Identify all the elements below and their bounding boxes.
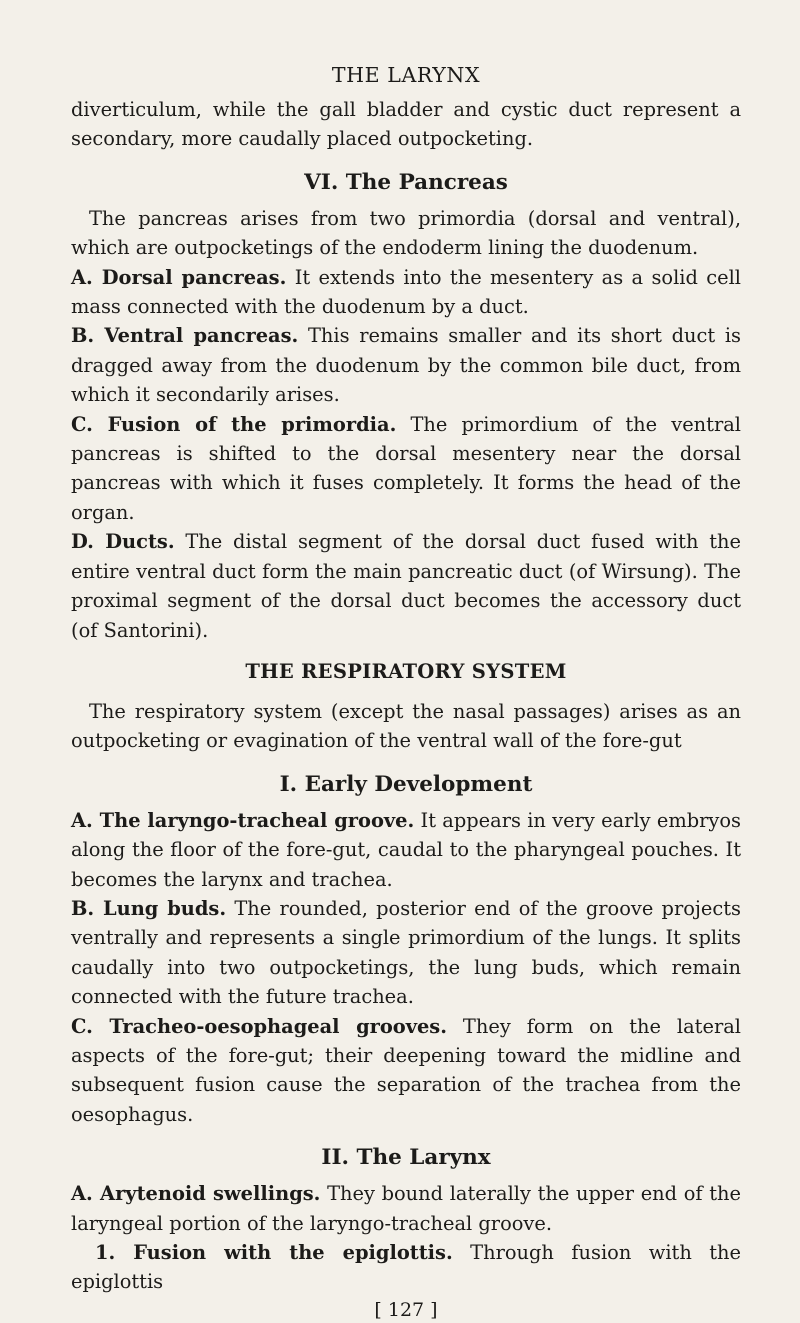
pancreas-intro: The pancreas arises from two primordia (dorsal and ventral), which are outpocketings of the endoderm lining the duodenum.: [71, 206, 741, 260]
larynx-item-a-lead: A. Arytenoid swellings.: [71, 1182, 321, 1206]
pancreas-item-d-text: The distal segment of the dorsal duct fused with the entire ventral duct form the main pancreatic duct (of Wirsung). The proximal segment of the dorsal duct becomes the accessory duct (of Santorini).: [71, 530, 741, 642]
page-number: [ 127 ]: [374, 1298, 438, 1321]
larynx-item-1-text: Through fusion with the epiglottis: [71, 1241, 741, 1294]
pancreas-heading: VI. The Pancreas: [304, 169, 508, 195]
pancreas-item-a-lead: A. Dorsal pancreas.: [71, 265, 287, 289]
larynx-item-a-text: They bound laterally the upper end of the laryngeal portion of the laryngo-tracheal groove.: [71, 1182, 741, 1235]
intro-paragraph: diverticulum, while the gall bladder and cystic duct represent a secondary, more caudally placed outpocketing.: [71, 98, 741, 151]
early-development-item-b: [71, 894, 741, 1012]
early-development-item-c-lead: C. Tracheo-oesophageal grooves.: [71, 1014, 447, 1038]
larynx-item-1-lead: 1. Fusion with the epiglottis.: [95, 1241, 453, 1264]
early-development-heading: I. Early Development: [279, 771, 533, 797]
early-development-item-a: [71, 806, 741, 894]
early-development-item-a-text: It appears in very early embryos along the floor of the fore-gut, caudal to the pharyngeal pouches. It becomes the larynx and trachea.: [71, 808, 741, 891]
pancreas-item-a: [71, 263, 741, 322]
larynx-item-a: [71, 1179, 741, 1238]
early-development-item-a-lead: A. The laryngo-tracheal groove.: [71, 808, 415, 832]
running-head: THE LARYNX: [331, 63, 481, 87]
book-page: [71, 62, 741, 1323]
pancreas-item-b: [71, 321, 741, 409]
larynx-item-1: [71, 1238, 741, 1297]
pancreas-item-a-text: It extends into the mesentery as a solid cell mass connected with the duodenum by a duct.: [71, 265, 742, 319]
pancreas-item-c: [71, 410, 741, 528]
early-development-item-c: [71, 1012, 741, 1130]
pancreas-item-d: [71, 527, 741, 645]
early-development-item-b-text: The rounded, posterior end of the groove projects ventrally and represents a single primordium of the lungs. It splits caudally into two outpocketings, the lung buds, which remain connected with the future trachea.: [71, 896, 741, 1009]
pancreas-item-c-lead: C. Fusion of the primordia.: [71, 412, 397, 436]
pancreas-item-b-text: This remains smaller and its short duct is dragged away from the duodenum by the common bile duct, from which it secondarily arises.: [71, 324, 741, 407]
pancreas-item-c-text: The primordium of the ventral pancreas is shifted to the dorsal mesentery near the dorsal pancreas with which it fuses completely. It forms the head of the organ.: [71, 412, 741, 524]
pancreas-item-d-lead: D. Ducts.: [71, 530, 175, 554]
early-development-item-b-lead: B. Lung buds.: [71, 896, 227, 920]
respiratory-intro: The respiratory system (except the nasal passages) arises as an outpocketing or evagination of the ventral wall of the fore-gut: [71, 699, 741, 753]
pancreas-item-b-lead: B. Ventral pancreas.: [71, 324, 299, 348]
larynx-heading: II. The Larynx: [321, 1145, 491, 1171]
respiratory-heading: THE RESPIRATORY SYSTEM: [245, 659, 567, 683]
early-development-item-c-text: They form on the lateral aspects of the fore-gut; their deepening toward the midline and subsequent fusion cause the separation of the trachea from the oesophagus.: [71, 1014, 741, 1126]
